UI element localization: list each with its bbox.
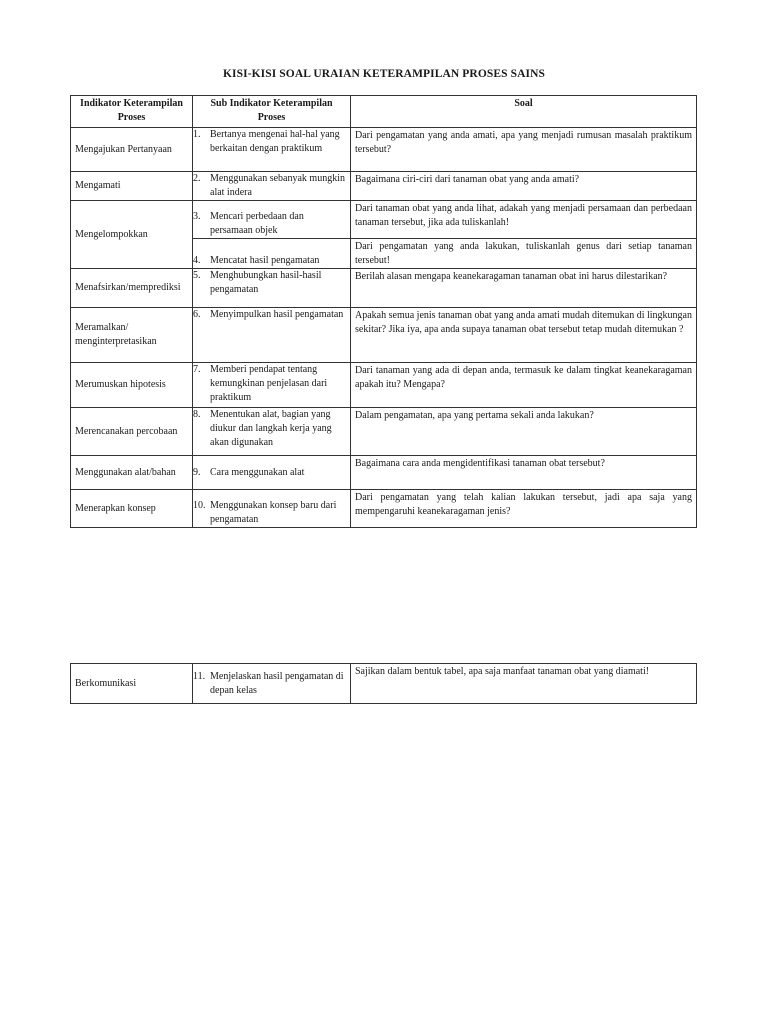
sub-indikator-cell (193, 456, 351, 490)
indikator-cell: Merencanakan percobaan (71, 408, 193, 456)
sub-indikator-cell (193, 308, 351, 363)
document-title: KISI-KISI SOAL URAIAN KETERAMPILAN PROSES SAINS (223, 68, 545, 80)
table-row (71, 408, 697, 456)
sub-indikator-text: Menentukan alat, bagian yang diukur dan langkah kerja yang akan digunakan (210, 409, 332, 448)
item-number: 11. (193, 670, 206, 682)
sub-indikator-text: Cara menggunakan alat (210, 466, 305, 478)
item-number: 6. (193, 309, 201, 320)
indikator-cell: Mengamati (71, 172, 193, 201)
item-number: 7. (193, 364, 201, 375)
sub-indikator-cell (193, 490, 351, 528)
indikator-cell: Menggunakan alat/bahan (71, 456, 193, 490)
sub-indikator-cell (193, 269, 351, 308)
sub-indikator-text: Memberi pendapat tentang kemungkinan penjelasan dari praktikum (210, 364, 328, 403)
sub-indikator-cell (193, 172, 351, 201)
indikator-cell: Meramalkan/ menginterpretasikan (71, 308, 193, 363)
soal-cell: Dari tanaman obat yang anda lihat, adakah yang menjadi persamaan dan perbedaan tanaman tersebut, jika ada tuliskanlah! (351, 201, 697, 239)
item-number: 9. (193, 466, 201, 478)
table-header-row (71, 96, 697, 128)
sub-indikator-text: Menggunakan konsep baru dari pengamatan (210, 500, 337, 525)
soal-cell: Apakah semua jenis tanaman obat yang anda amati mudah ditemukan di lingkungan sekitar? Jika iya, apa anda supaya tanaman obat tersebut tetap mudah ditemukan ? (351, 308, 697, 363)
table-row (71, 664, 697, 704)
table-row (71, 363, 697, 408)
table-row (71, 490, 697, 528)
sub-indikator-cell (193, 128, 351, 172)
soal-cell: Dalam pengamatan, apa yang pertama sekali anda lakukan? (351, 408, 697, 456)
soal-cell: Berilah alasan mengapa keanekaragaman tanaman obat ini harus dilestarikan? (351, 269, 697, 308)
table-row (71, 128, 697, 172)
sub-indikator-text: Menyimpulkan hasil pengamatan (210, 309, 344, 320)
indikator-cell: Berkomunikasi (71, 664, 193, 704)
soal-cell: Dari pengamatan yang telah kalian lakukan tersebut, jadi apa saja yang mempengaruhi keanekaragaman jenis? (351, 490, 697, 528)
indikator-cell: Mengajukan Pertanyaan (71, 128, 193, 172)
table-row (71, 308, 697, 363)
table-row (71, 172, 697, 201)
item-number: 4. (193, 255, 201, 266)
soal-cell: Bagaimana cara anda mengidentifikasi tanaman obat tersebut? (351, 456, 697, 490)
table-row (71, 269, 697, 308)
table-row (71, 201, 697, 239)
kisi-kisi-table-continued (70, 663, 697, 704)
indikator-cell: Menerapkan konsep (71, 490, 193, 528)
indikator-cell: Merumuskan hipotesis (71, 363, 193, 408)
soal-cell: Dari pengamatan yang anda lakukan, tuliskanlah genus dari setiap tanaman tersebut! (351, 239, 697, 269)
item-number: 8. (193, 409, 201, 420)
item-number: 2. (193, 173, 201, 184)
item-number: 1. (193, 129, 201, 140)
sub-indikator-text: Mencari perbedaan dan persamaan objek (210, 211, 304, 236)
sub-indikator-cell (193, 201, 351, 239)
item-number: 10. (193, 500, 206, 511)
sub-indikator-text: Menghubungkan hasil-hasil pengamatan (210, 270, 322, 295)
header-sub-indikator: Sub Indikator Keterampilan Proses (193, 96, 351, 128)
sub-indikator-text: Mencatat hasil pengamatan (210, 255, 320, 266)
sub-indikator-cell (193, 408, 351, 456)
sub-indikator-cell (193, 664, 351, 704)
kisi-kisi-table (70, 95, 697, 528)
soal-cell: Bagaimana ciri-ciri dari tanaman obat yang anda amati? (351, 172, 697, 201)
indikator-cell: Menafsirkan/memprediksi (71, 269, 193, 308)
soal-cell: Dari pengamatan yang anda amati, apa yang menjadi rumusan masalah praktikum tersebut? (351, 128, 697, 172)
sub-indikator-cell (193, 363, 351, 408)
header-soal: Soal (351, 96, 697, 128)
header-indikator: Indikator Keterampilan Proses (71, 96, 193, 128)
soal-cell: Dari tanaman yang ada di depan anda, termasuk ke dalam tingkat keanekaragaman apakah itu? Mengapa? (351, 363, 697, 408)
sub-indikator-text: Bertanya mengenai hal-hal yang berkaitan dengan praktikum (210, 129, 340, 154)
item-number: 5. (193, 270, 201, 281)
sub-indikator-text: Menggunakan sebanyak mungkin alat indera (210, 173, 345, 198)
sub-indikator-text: Menjelaskan hasil pengamatan di depan kelas (210, 670, 344, 696)
item-number: 3. (193, 211, 201, 222)
table-row (71, 456, 697, 490)
sub-indikator-cell (193, 239, 351, 269)
indikator-cell: Mengelompokkan (71, 201, 193, 269)
soal-cell: Sajikan dalam bentuk tabel, apa saja manfaat tanaman obat yang diamati! (351, 664, 697, 704)
